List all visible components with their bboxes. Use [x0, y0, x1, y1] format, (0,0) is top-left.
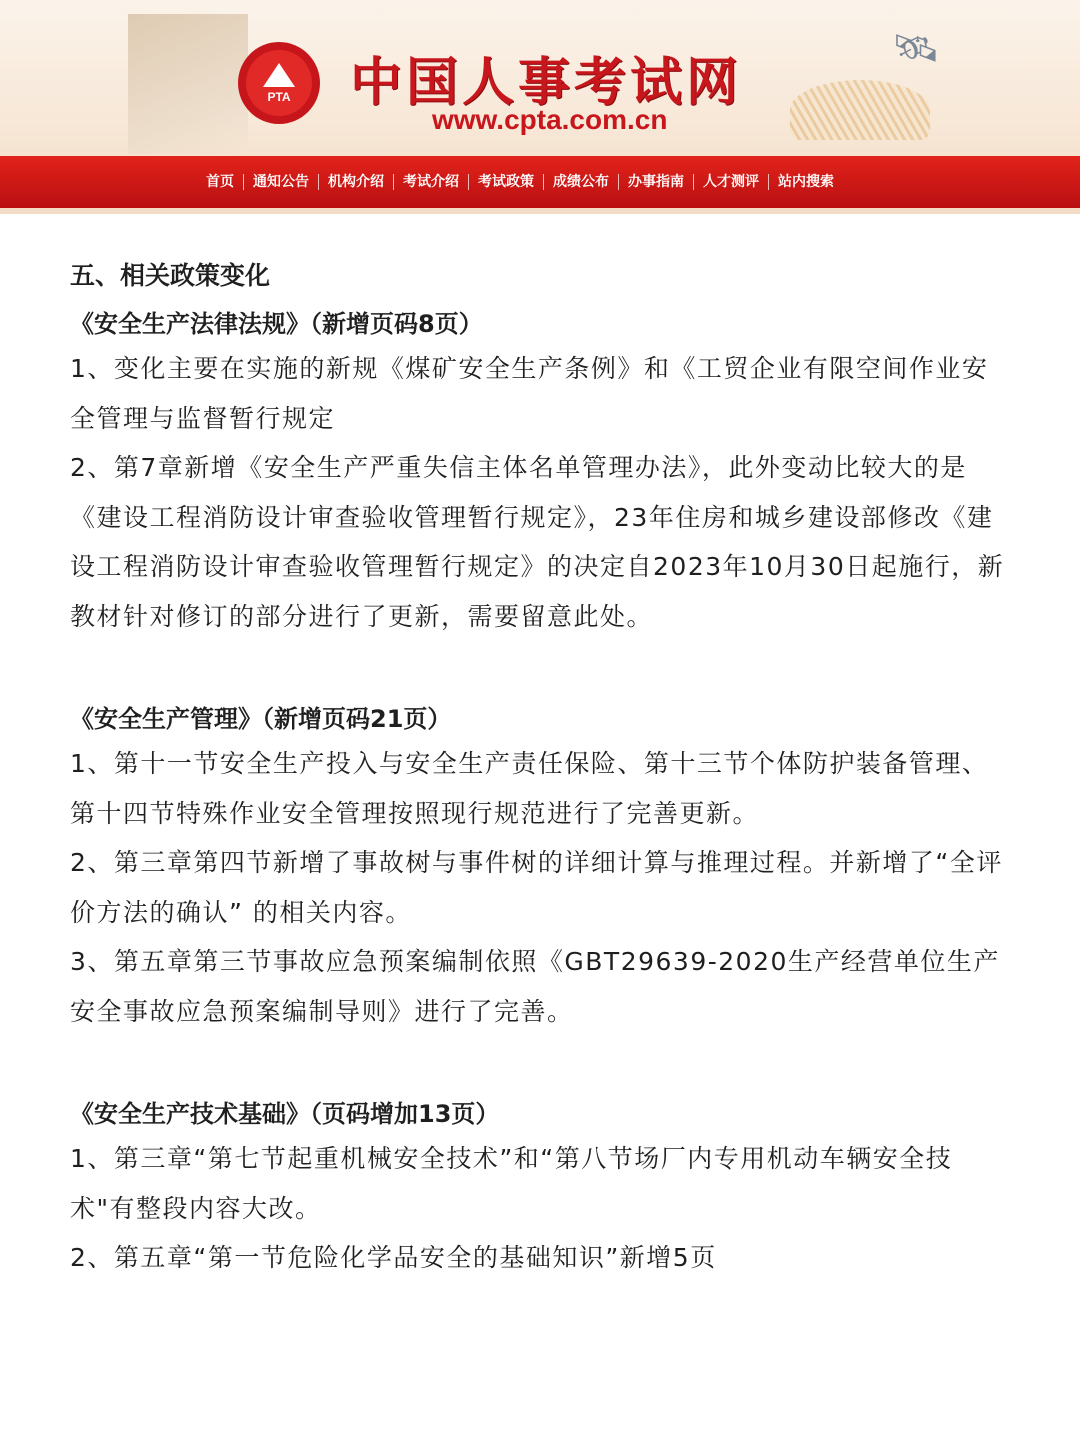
- site-title: 中国人事考试网: [350, 53, 743, 113]
- satellite-icon: 🛰: [891, 26, 940, 70]
- nav-item-exam-policy[interactable]: 考试政策: [469, 174, 544, 190]
- logo-text: PTA: [267, 89, 291, 104]
- pta-logo[interactable]: [238, 42, 320, 124]
- nav-item-site-search[interactable]: 站内搜索: [778, 174, 834, 190]
- book-title-laws: 《安全生产法律法规》（新增页码8页）: [70, 310, 483, 338]
- paragraph: 2、第五章“第一节危险化学品安全的基础知识”新增5页: [70, 1243, 717, 1272]
- great-wall-image: [128, 14, 248, 154]
- paragraph: 1、变化主要在实施的新规《煤矿安全生产条例》和《工贸企业有限空间作业安全管理与监督暂行规定: [70, 354, 989, 433]
- spacer: [70, 641, 1010, 691]
- site-banner: [0, 0, 1080, 214]
- book-title-technology: 《安全生产技术基础》（页码增加13页）: [70, 1100, 500, 1128]
- spacer: [70, 1036, 1010, 1086]
- main-nav: [0, 156, 1080, 208]
- book-title-management: 《安全生产管理》（新增页码21页）: [70, 705, 452, 733]
- triangle-icon: [263, 63, 295, 87]
- nav-item-scores[interactable]: 成绩公布: [544, 174, 619, 190]
- nav-item-guide[interactable]: 办事指南: [619, 174, 694, 190]
- nav-item-talent-assessment[interactable]: 人才测评: [694, 174, 769, 190]
- site-url[interactable]: www.cpta.com.cn: [432, 104, 668, 135]
- paragraph: 1、第三章“第七节起重机械安全技术”和“第八节场厂内专用机动车辆安全技术"有整段内容大改。: [70, 1144, 953, 1223]
- article-body: [70, 256, 1010, 1283]
- nav-item-home[interactable]: 首页: [197, 174, 244, 190]
- paragraph: 2、第7章新增《安全生产严重失信主体名单管理办法》，此外变动比较大的是《建设工程消防设计审查验收管理暂行规定》，23年住房和城乡建设部修改《建设工程消防设计审查验收管理暂行规定》的决定自2023年10月30日起施行，新教材针对修订的部分进行了更新，需要留意此处。: [70, 453, 1005, 631]
- paragraph: 1、第十一节安全生产投入与安全生产责任保险、第十三节个体防护装备管理、第十四节特殊作业安全管理按照现行规范进行了完善更新。: [70, 749, 989, 828]
- stadium-image: [790, 80, 930, 140]
- nav-item-exam-intro[interactable]: 考试介绍: [394, 174, 469, 190]
- nav-item-organization[interactable]: 机构介绍: [319, 174, 394, 190]
- section-heading: 五、相关政策变化: [70, 261, 271, 290]
- paragraph: 2、第三章第四节新增了事故树与事件树的详细计算与推理过程。并新增了“全评价方法的确认” 的相关内容。: [70, 848, 1003, 927]
- nav-item-notices[interactable]: 通知公告: [244, 174, 319, 190]
- paragraph: 3、第五章第三节事故应急预案编制依照《GBT29639-2020生产经营单位生产安全事故应急预案编制导则》进行了完善。: [70, 947, 1000, 1026]
